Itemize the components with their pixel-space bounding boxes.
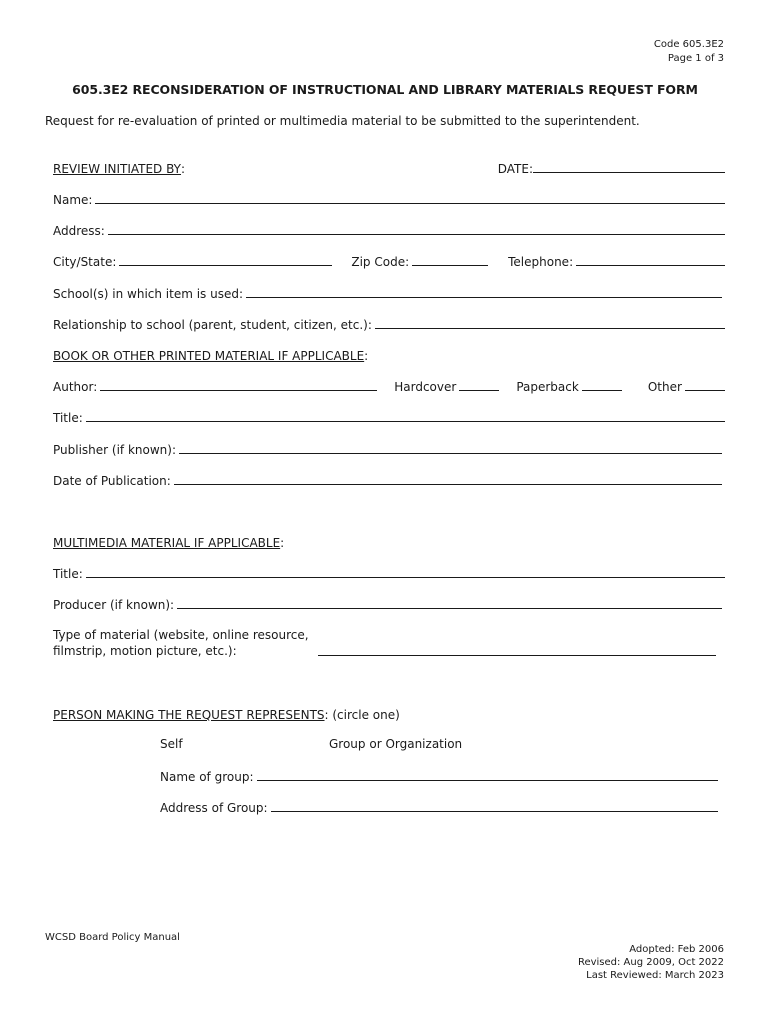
producer-label: Producer (if known): [53, 598, 175, 612]
type-of-material-line[interactable] [318, 655, 716, 656]
city-row [53, 251, 725, 269]
city-state-line[interactable] [119, 265, 332, 266]
relationship-label: Relationship to school (parent, student, citizen, etc.): [53, 318, 372, 332]
revised-date: Revised: Aug 2009, Oct 2022 [577, 957, 724, 968]
schools-row [53, 283, 725, 301]
address-label: Address: [53, 224, 105, 238]
book-title-line[interactable] [86, 421, 725, 422]
book-heading: BOOK OR OTHER PRINTED MATERIAL IF APPLICABLE [53, 349, 365, 363]
book-heading-row: BOOK OR OTHER PRINTED MATERIAL IF APPLICABLE : [53, 349, 369, 363]
multimedia-heading-row: MULTIMEDIA MATERIAL IF APPLICABLE : [53, 536, 285, 550]
footer-dates [578, 943, 724, 982]
policy-code: Code 605.3E2 [653, 39, 724, 50]
other-label: Other [647, 380, 682, 394]
form-intro: Request for re-evaluation of printed or multimedia material to be submitted to the superintendent. [45, 114, 640, 128]
option-group[interactable]: Group or Organization [329, 737, 463, 751]
group-address-line[interactable] [271, 811, 718, 812]
represents-heading: PERSON MAKING THE REQUEST REPRESENTS [53, 708, 325, 722]
group-name-line[interactable] [257, 780, 719, 781]
date-label: DATE: [497, 162, 533, 176]
form-title: 605.3E2 RECONSIDERATION OF INSTRUCTIONAL AND LIBRARY MATERIALS REQUEST FORM [72, 82, 698, 97]
group-name-label: Name of group: [160, 770, 254, 784]
multimedia-heading: MULTIMEDIA MATERIAL IF APPLICABLE [53, 536, 281, 550]
adopted-date: Adopted: Feb 2006 [629, 944, 724, 955]
name-row [53, 189, 725, 207]
name-line[interactable] [95, 203, 725, 204]
paperback-line[interactable] [582, 390, 622, 391]
relationship-line[interactable] [375, 328, 725, 329]
footer-manual: WCSD Board Policy Manual [45, 932, 180, 943]
publisher-line[interactable] [179, 453, 722, 454]
publisher-label: Publisher (if known): [53, 443, 176, 457]
author-row [53, 376, 725, 394]
represents-heading-row: PERSON MAKING THE REQUEST REPRESENTS : (circle one) [53, 708, 400, 722]
multimedia-title-line[interactable] [86, 577, 725, 578]
city-state-label: City/State: [53, 255, 117, 269]
producer-line[interactable] [177, 608, 722, 609]
book-title-row [53, 407, 725, 425]
group-name-row [160, 766, 718, 784]
zip-line[interactable] [412, 265, 488, 266]
page-number: Page 1 of 3 [667, 53, 724, 64]
address-line[interactable] [108, 234, 725, 235]
schools-line[interactable] [246, 297, 722, 298]
multimedia-title-label: Title: [53, 567, 83, 581]
zip-label: Zip Code: [351, 255, 410, 269]
date-publication-label: Date of Publication: [53, 474, 171, 488]
date-publication-row [53, 470, 725, 488]
option-self[interactable]: Self [160, 737, 183, 751]
reviewed-date: Last Reviewed: March 2023 [586, 970, 724, 981]
author-line[interactable] [100, 390, 377, 391]
address-row [53, 220, 725, 238]
hardcover-line[interactable] [459, 390, 499, 391]
review-row: REVIEW INITIATED BY : DATE: [53, 158, 725, 176]
telephone-label: Telephone: [508, 255, 574, 269]
schools-label: School(s) in which item is used: [53, 287, 244, 301]
paperback-label: Paperback [516, 380, 579, 394]
publisher-row [53, 439, 725, 457]
author-label: Author: [53, 380, 98, 394]
name-label: Name: [53, 193, 93, 207]
hardcover-label: Hardcover [394, 380, 457, 394]
relationship-row [53, 314, 725, 332]
date-line[interactable] [533, 172, 725, 173]
book-title-label: Title: [53, 411, 83, 425]
multimedia-title-row [53, 563, 725, 581]
group-address-label: Address of Group: [160, 801, 268, 815]
other-line[interactable] [685, 390, 725, 391]
producer-row [53, 594, 725, 612]
group-address-row [160, 797, 718, 815]
type-of-material-label: Type of material (website, online resource, filmstrip, motion picture, etc.): [53, 628, 309, 658]
telephone-line[interactable] [576, 265, 725, 266]
date-publication-line[interactable] [174, 484, 722, 485]
review-initiated-label: REVIEW INITIATED BY [53, 162, 182, 176]
